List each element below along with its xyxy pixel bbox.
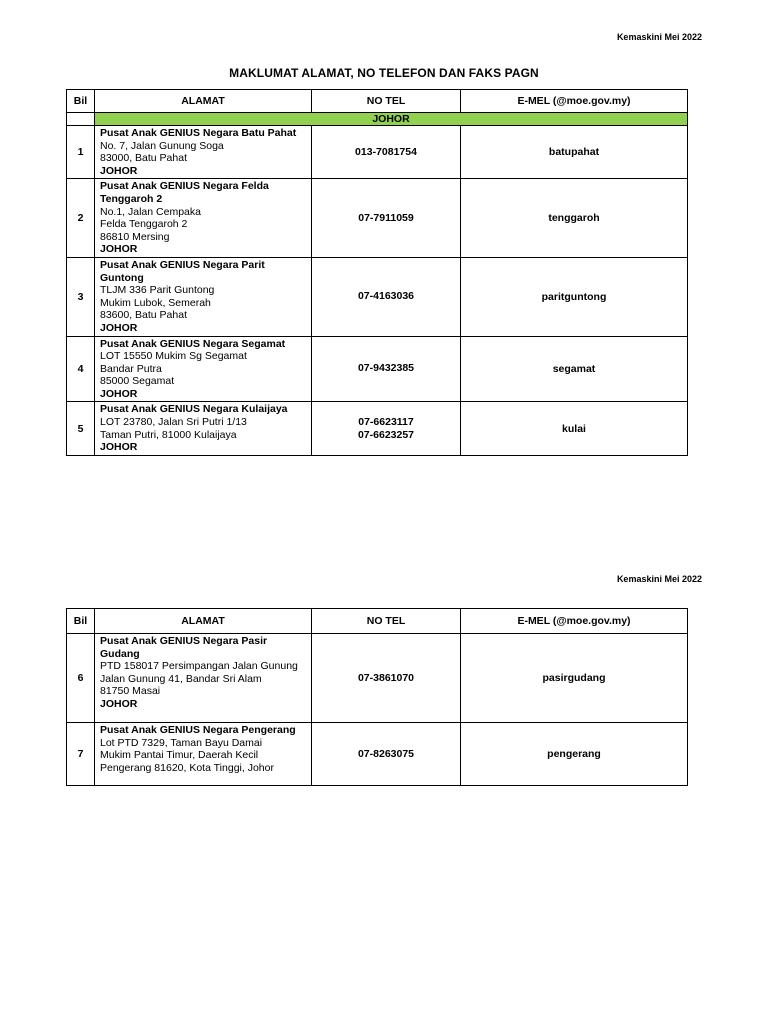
state-row-blank — [67, 113, 95, 126]
phone-number: 07-7911059 — [358, 211, 414, 224]
update-note: Kemaskini Mei 2022 — [616, 32, 702, 42]
address-line: LOT 15550 Mukim Sg Segamat — [100, 350, 247, 363]
address-line: 83600, Batu Pahat — [100, 309, 187, 322]
address-table — [66, 89, 688, 456]
centre-name: Pusat Anak GENIUS Negara Segamat — [100, 337, 286, 350]
address-state: JOHOR — [100, 243, 138, 256]
phone-cell — [312, 179, 461, 258]
address-line: No.1, Jalan Cempaka — [100, 205, 201, 218]
address-cell — [95, 634, 312, 723]
centre-name: Pusat Anak GENIUS Negara Parit Guntong — [100, 258, 265, 284]
header-bil: Bil — [67, 90, 95, 113]
table-header-row — [67, 90, 688, 113]
table-row — [67, 634, 688, 723]
address-state: JOHOR — [100, 321, 138, 334]
row-number: 4 — [67, 336, 95, 402]
email-cell: batupahat — [461, 126, 688, 179]
email-cell: pasirgudang — [461, 634, 688, 723]
header-alamat: ALAMAT — [95, 609, 312, 634]
header-email: E-MEL (@moe.gov.my) — [461, 609, 688, 634]
page-title: MAKLUMAT ALAMAT, NO TELEFON DAN FAKS PAGN — [229, 66, 539, 80]
phone-number: 07-6623257 — [357, 428, 415, 441]
phone-number: 013-7081754 — [355, 145, 417, 158]
header-tel: NO TEL — [312, 90, 461, 113]
phone-cell — [312, 634, 461, 723]
address-table-2 — [66, 608, 688, 786]
row-number: 2 — [67, 179, 95, 258]
address-cell — [95, 723, 312, 786]
phone-number: 07-4163036 — [357, 290, 415, 303]
header-tel: NO TEL — [312, 609, 461, 634]
address-line: 83000, Batu Pahat — [100, 152, 187, 165]
address-state: JOHOR — [100, 697, 138, 710]
email-cell: segamat — [461, 336, 688, 402]
address-cell — [95, 402, 312, 455]
phone-cell — [312, 723, 461, 786]
address-cell — [95, 179, 312, 258]
row-number: 7 — [67, 723, 95, 786]
header-email: E-MEL (@moe.gov.my) — [461, 90, 688, 113]
phone-number: 07-3861070 — [357, 671, 415, 684]
centre-name: Pusat Anak GENIUS Negara Kulaijaya — [100, 403, 288, 416]
phone-cell — [312, 257, 461, 336]
address-line: TLJM 336 Parit Guntong — [100, 284, 215, 297]
centre-name: Pusat Anak GENIUS Negara Pasir Gudang — [100, 635, 268, 660]
address-line: Jalan Gunung 41, Bandar Sri Alam — [100, 672, 262, 685]
table-row — [67, 402, 688, 455]
table-row — [67, 126, 688, 179]
table-header-row — [67, 609, 688, 634]
address-cell — [95, 126, 312, 179]
phone-number: 07-9432385 — [357, 362, 415, 375]
email-cell: tenggaroh — [461, 179, 688, 258]
address-line: 86810 Mersing — [100, 230, 170, 243]
email-cell: kulai — [461, 402, 688, 455]
row-number: 5 — [67, 402, 95, 455]
table-row — [67, 179, 688, 258]
table-row — [67, 723, 688, 786]
state-row — [67, 113, 688, 126]
address-state: JOHOR — [100, 164, 138, 177]
email-cell: pengerang — [461, 723, 688, 786]
address-line: Mukim Lubok, Semerah — [100, 296, 211, 309]
address-state: JOHOR — [100, 441, 138, 454]
address-cell — [95, 257, 312, 336]
centre-name: Pusat Anak GENIUS Negara Felda Tenggaroh 2 — [100, 180, 269, 205]
phone-cell — [312, 126, 461, 179]
phone-number: 07-6623117 — [358, 415, 414, 428]
address-line: Bandar Putra — [100, 362, 162, 375]
address-line: LOT 23780, Jalan Sri Putri 1/13 — [100, 416, 247, 429]
address-line: Taman Putri, 81000 Kulaijaya — [100, 428, 237, 441]
address-line: 81750 Masai — [100, 685, 161, 698]
address-state: JOHOR — [100, 387, 138, 400]
table-row — [67, 257, 688, 336]
centre-name: Pusat Anak GENIUS Negara Pengerang — [100, 724, 296, 736]
table-row — [67, 336, 688, 402]
row-number: 6 — [67, 634, 95, 723]
phone-number: 07-8263075 — [357, 747, 415, 760]
address-line: No. 7, Jalan Gunung Soga — [100, 139, 224, 152]
state-label: JOHOR — [95, 113, 688, 126]
address-line: 85000 Segamat — [100, 375, 175, 388]
address-line: Lot PTD 7329, Taman Bayu Damai — [100, 736, 263, 749]
address-line: Pengerang 81620, Kota Tinggi, Johor — [100, 761, 274, 774]
header-bil: Bil — [67, 609, 95, 634]
address-line: PTD 158017 Persimpangan Jalan Gunung — [100, 660, 298, 673]
update-note-2: Kemaskini Mei 2022 — [616, 574, 702, 584]
address-line: Mukim Pantai Timur, Daerah Kecil — [100, 749, 259, 762]
header-alamat: ALAMAT — [95, 90, 312, 113]
address-line: Felda Tenggaroh 2 — [100, 218, 188, 231]
phone-cell — [312, 402, 461, 455]
phone-cell — [312, 336, 461, 402]
row-number: 1 — [67, 126, 95, 179]
row-number: 3 — [67, 257, 95, 336]
centre-name: Pusat Anak GENIUS Negara Batu Pahat — [100, 127, 297, 139]
email-cell: paritguntong — [461, 257, 688, 336]
address-cell — [95, 336, 312, 402]
